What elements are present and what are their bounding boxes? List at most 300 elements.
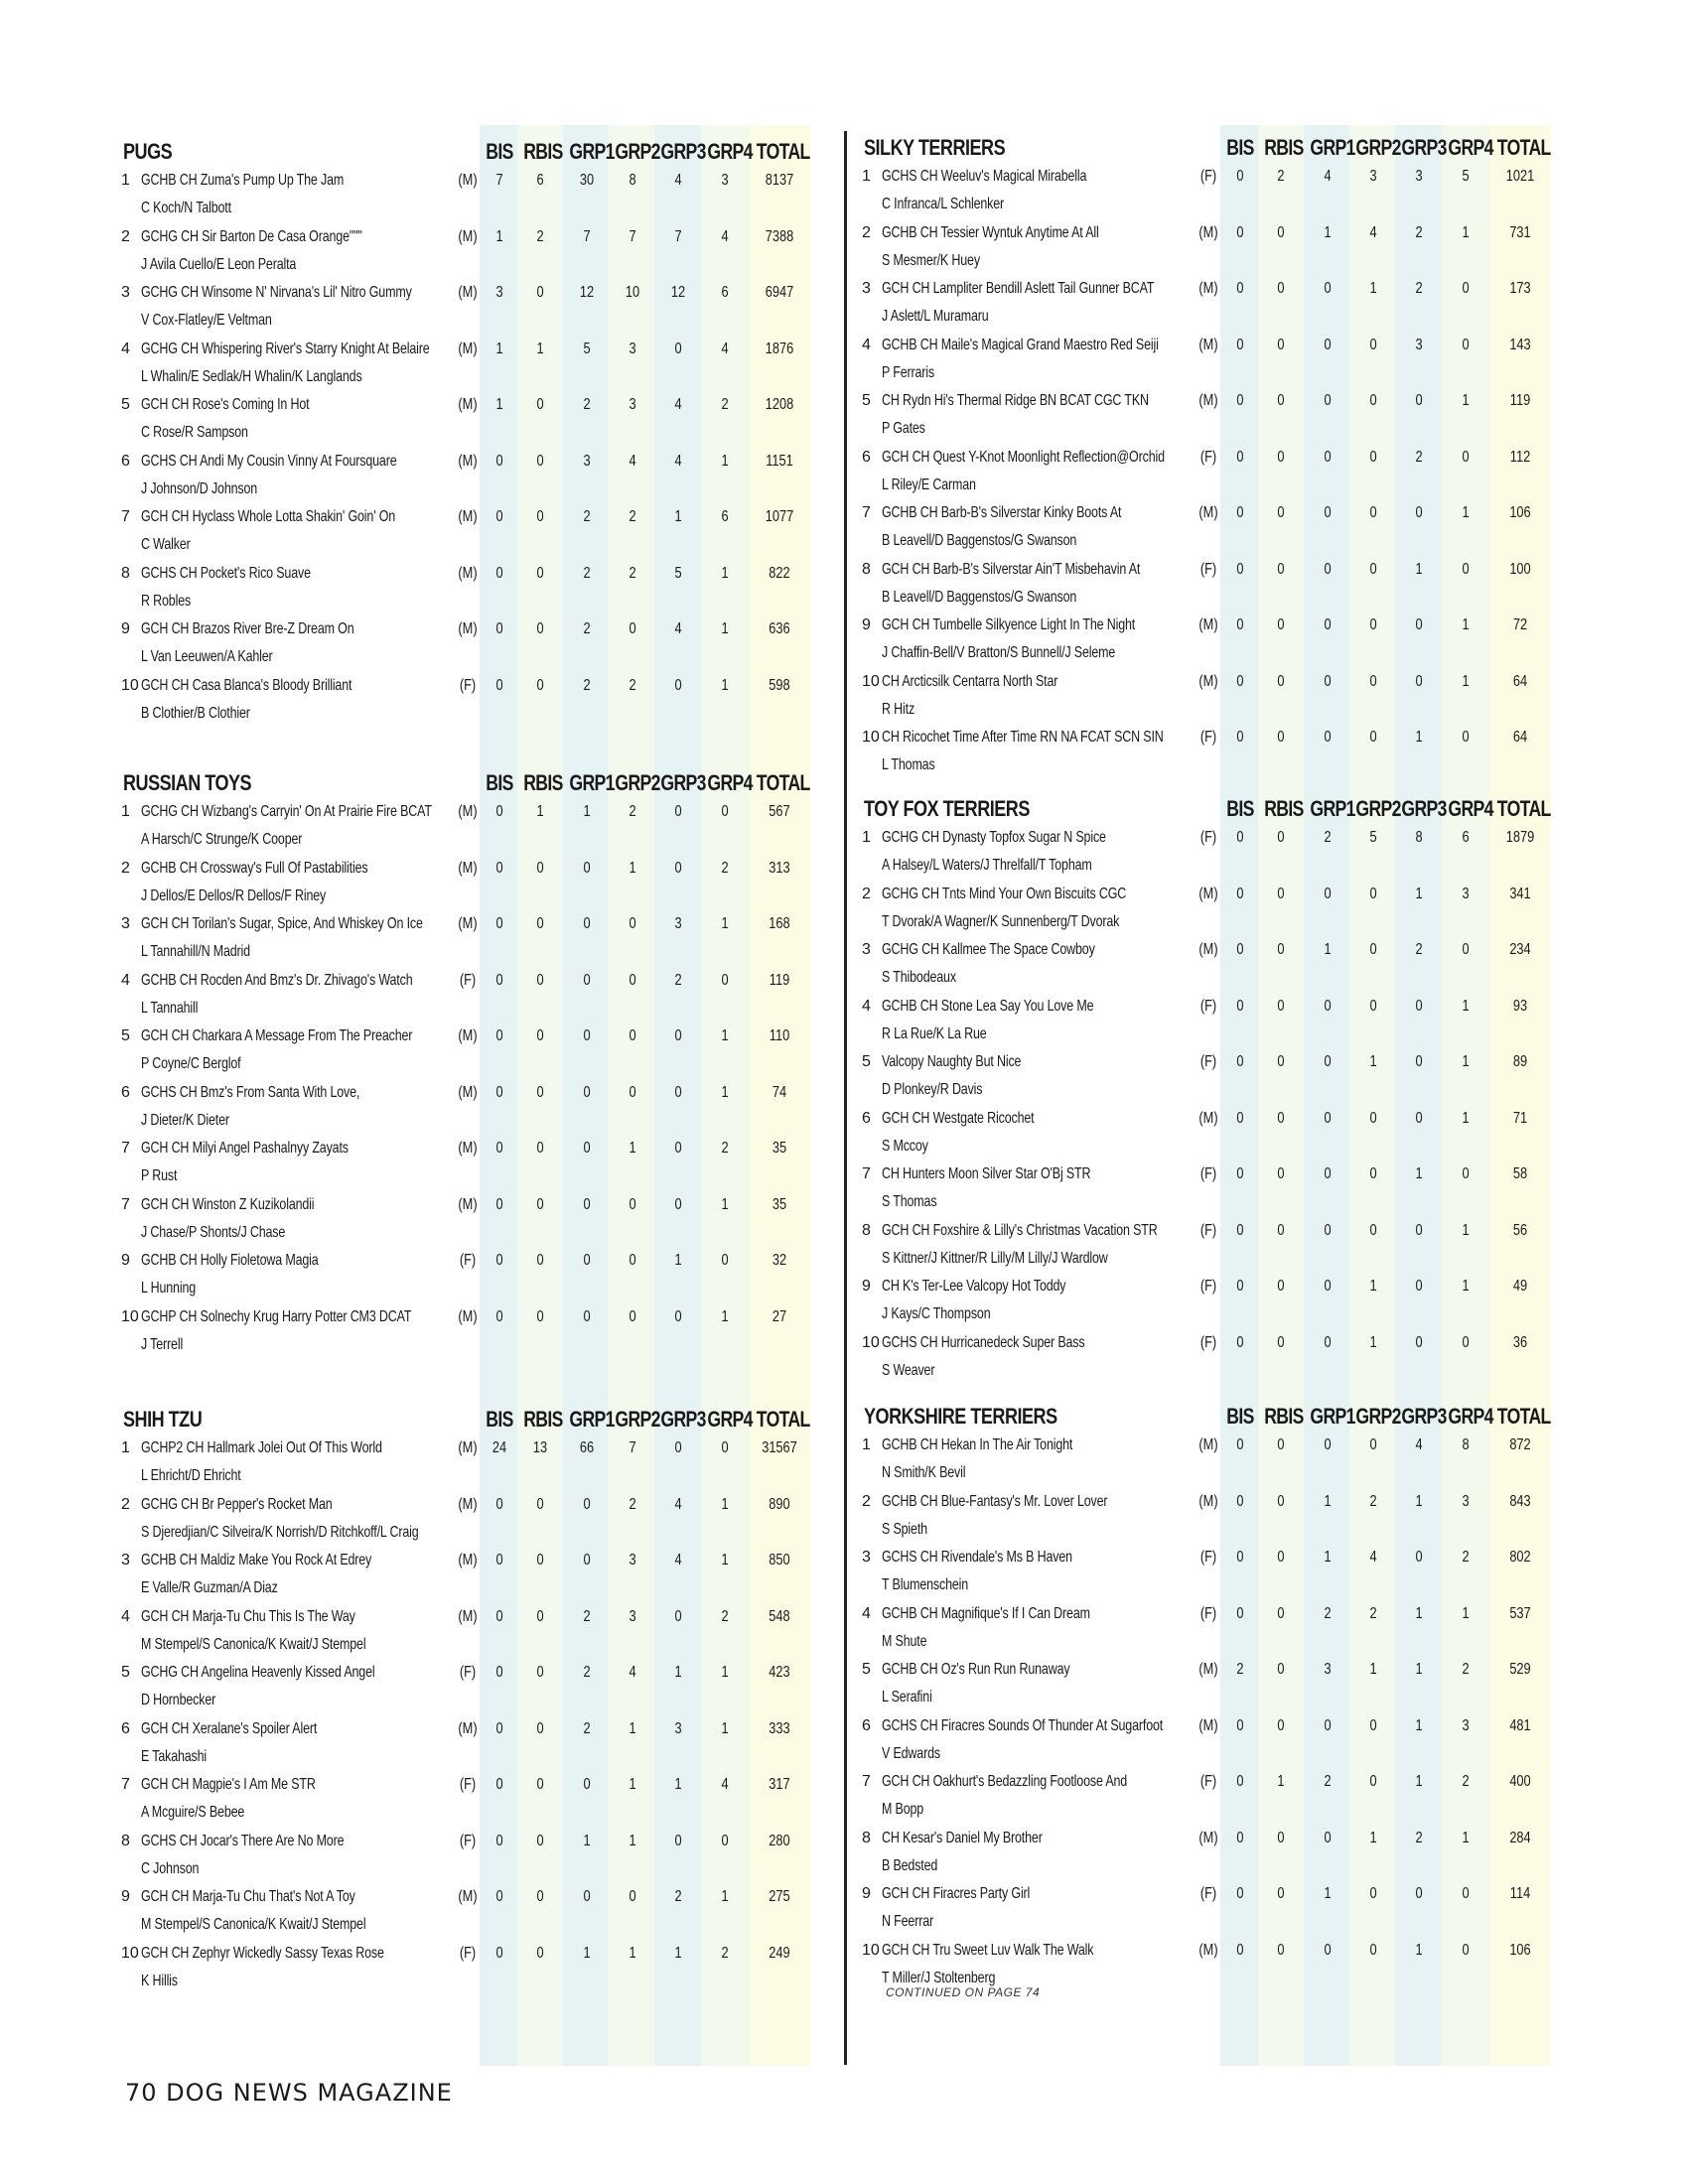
sex: (F)	[1199, 1549, 1217, 1566]
total-points: 93	[1512, 997, 1528, 1015]
table-row	[862, 1827, 1569, 1883]
total-points: 843	[1509, 1492, 1531, 1510]
grp1-count: 0	[583, 1888, 591, 1905]
grp3-count: 0	[674, 1140, 682, 1157]
grp4-count: 2	[1462, 1549, 1470, 1566]
grp1-count: 0	[1324, 1053, 1332, 1070]
rank: 1	[121, 803, 130, 820]
total-points: 106	[1509, 1941, 1531, 1959]
grp1-count: 1	[1324, 941, 1332, 958]
bis-count: 0	[495, 452, 503, 470]
grp4-count: 1	[721, 915, 729, 932]
grp4-count: 2	[721, 396, 729, 413]
grp1-count: 2	[583, 620, 591, 637]
owners: S Weaver	[882, 1361, 935, 1379]
grp1-count: 2	[1324, 1604, 1332, 1622]
bis-count: 0	[1236, 1829, 1244, 1846]
total-points: 341	[1509, 885, 1531, 902]
grp1-count: 0	[1324, 448, 1332, 466]
grp3-count: 0	[674, 676, 682, 694]
grp3-count: 0	[1415, 1221, 1423, 1239]
rank: 7	[862, 1773, 871, 1790]
bis-count: 0	[1236, 829, 1244, 846]
grp2-count: 0	[629, 620, 636, 637]
grp4-count: 0	[721, 1832, 729, 1849]
grp1-count: 5	[583, 340, 591, 357]
rbis-count: 0	[536, 1495, 544, 1513]
grp2-count: 4	[629, 452, 636, 470]
grp2-count: 1	[1369, 1333, 1377, 1351]
bis-count: 0	[495, 1252, 503, 1269]
sex: (F)	[1199, 1278, 1217, 1295]
rbis-count: 0	[536, 1888, 544, 1905]
dog-name: CH Hunters Moon Silver Star O'Bj STR	[882, 1165, 1091, 1182]
table-row	[121, 1830, 828, 1886]
dog-name: GCHG CH Wizbang's Carryin' On At Prairie Fire BCAT	[141, 803, 432, 820]
sex: (M)	[1198, 1109, 1218, 1127]
grp2-count: 0	[1369, 672, 1377, 690]
grp1-count: 12	[579, 284, 595, 301]
grp4-count: 1	[1462, 1221, 1470, 1239]
owners: B Bedsted	[882, 1856, 938, 1874]
dog-name: CH Kesar's Daniel My Brother	[882, 1829, 1043, 1846]
dog-name: GCHG CH Br Pepper's Rocket Man	[141, 1495, 333, 1513]
rank: 5	[862, 1053, 871, 1070]
rbis-count: 0	[1277, 1278, 1285, 1295]
grp4-count: 0	[721, 1252, 729, 1269]
total-points: 822	[769, 564, 790, 582]
owners: B Clothier/B Clothier	[141, 704, 250, 722]
total-points: 481	[1509, 1716, 1531, 1734]
grp2-count: 3	[629, 1552, 636, 1569]
total-points: 275	[769, 1888, 790, 1905]
column-header: GRP4	[1448, 1404, 1493, 1429]
rbis-count: 0	[536, 1307, 544, 1325]
owners: L Riley/E Carman	[882, 476, 976, 493]
rbis-count: 0	[1277, 885, 1285, 902]
table-row	[862, 1658, 1569, 1714]
grp2-count: 0	[629, 1307, 636, 1325]
grp1-count: 2	[1324, 829, 1332, 846]
dog-name: GCH CH Xeralane's Spoiler Alert	[141, 1719, 318, 1737]
bis-count: 0	[1236, 448, 1244, 466]
grp1-count: 0	[583, 1552, 591, 1569]
bis-count: 2	[1236, 1661, 1244, 1678]
rbis-count: 0	[1277, 336, 1285, 353]
bis-count: 1	[495, 227, 503, 245]
sex: (M)	[1198, 1941, 1218, 1959]
column-header: GRP2	[615, 139, 660, 164]
grp2-count: 0	[1369, 1773, 1377, 1790]
column-header: GRP2	[615, 770, 660, 795]
grp2-count: 4	[1369, 223, 1377, 241]
grp4-count: 0	[1462, 1941, 1470, 1959]
sex: (F)	[1199, 1885, 1217, 1902]
table-row	[121, 1493, 828, 1550]
total-points: 110	[769, 1027, 790, 1044]
rbis-count: 2	[1277, 168, 1285, 185]
column-header: GRP1	[1310, 1404, 1355, 1429]
grp4-count: 1	[721, 1083, 729, 1101]
sex: (M)	[1198, 1661, 1218, 1678]
grp4-count: 0	[721, 803, 729, 820]
rbis-count: 0	[1277, 1941, 1285, 1959]
grp4-count: 1	[721, 676, 729, 694]
grp3-count: 0	[1415, 616, 1423, 633]
grp4-count: 3	[721, 172, 729, 189]
grp3-count: 0	[674, 340, 682, 357]
column-header: GRP3	[1401, 135, 1447, 160]
dog-name: GCHS CH Andi My Cousin Vinny At Foursquare	[141, 452, 397, 470]
total-points: 636	[769, 620, 790, 637]
owners: R Hitz	[882, 700, 915, 718]
grp1-count: 2	[583, 676, 591, 694]
grp2-count: 2	[629, 1495, 636, 1513]
rbis-count: 0	[1277, 1053, 1285, 1070]
table-row	[121, 969, 828, 1025]
right-column	[862, 0, 1569, 2070]
grp1-count: 30	[579, 172, 595, 189]
grp1-count: 3	[583, 452, 591, 470]
table-row	[862, 1433, 1569, 1490]
grp2-count: 0	[1369, 392, 1377, 409]
grp1-count: 0	[583, 1027, 591, 1044]
grp2-count: 0	[1369, 560, 1377, 578]
column-header: BIS	[486, 770, 513, 795]
sex: (F)	[1199, 560, 1217, 578]
owners: L Tannahill	[141, 999, 199, 1017]
owners: C Johnson	[141, 1859, 200, 1877]
sex: (F)	[1199, 1773, 1217, 1790]
rbis-count: 1	[536, 803, 544, 820]
dog-name: GCH CH Marja-Tu Chu This Is The Way	[141, 1607, 355, 1625]
dog-name: GCH CH Lampliter Bendill Aslett Tail Gunner BCAT	[882, 280, 1155, 297]
section-header	[121, 766, 828, 800]
column-header: GRP3	[660, 1407, 706, 1432]
grp3-count: 5	[674, 564, 682, 582]
grp2-count: 4	[1369, 1549, 1377, 1566]
grp2-count: 10	[625, 284, 640, 301]
rbis-count: 0	[1277, 1436, 1285, 1453]
column-header: RBIS	[1264, 135, 1304, 160]
owners: L Van Leeuwen/A Kahler	[141, 648, 273, 665]
column-header: RBIS	[523, 139, 563, 164]
grp3-count: 12	[670, 284, 686, 301]
grp3-count: 1	[674, 1664, 682, 1681]
owners: L Ehricht/D Ehricht	[141, 1467, 241, 1484]
total-points: 8137	[765, 172, 794, 189]
table-row	[121, 1436, 828, 1493]
column-header: RBIS	[523, 1407, 563, 1432]
grp3-count: 2	[674, 971, 682, 989]
owners: J Aslett/L Muramaru	[882, 308, 989, 325]
rank: 5	[121, 1027, 130, 1044]
sex: (M)	[458, 1607, 478, 1625]
grp2-count: 2	[629, 508, 636, 525]
grp3-count: 1	[1415, 1716, 1423, 1734]
bis-count: 0	[495, 1027, 503, 1044]
rank: 3	[121, 284, 130, 301]
rbis-count: 0	[1277, 1661, 1285, 1678]
grp4-count: 1	[721, 620, 729, 637]
grp1-count: 2	[583, 1607, 591, 1625]
rbis-count: 0	[536, 676, 544, 694]
total-points: 731	[1509, 223, 1531, 241]
owners: K Hillis	[141, 1972, 178, 1989]
rank: 9	[121, 1252, 130, 1269]
section-title: TOY FOX TERRIERS	[864, 796, 1030, 821]
grp3-count: 0	[1415, 1278, 1423, 1295]
grp3-count: 2	[674, 1888, 682, 1905]
rbis-count: 0	[536, 1552, 544, 1569]
rbis-count: 6	[536, 172, 544, 189]
table-row	[121, 225, 828, 282]
grp4-count: 0	[1462, 560, 1470, 578]
grp1-count: 0	[583, 1776, 591, 1793]
grp3-count: 3	[1415, 336, 1423, 353]
grp1-count: 0	[1324, 280, 1332, 297]
rbis-count: 0	[536, 1776, 544, 1793]
dog-name: GCH CH Westgate Ricochet	[882, 1109, 1035, 1127]
grp3-count: 0	[1415, 1549, 1423, 1566]
column-header: TOTAL	[1496, 796, 1551, 821]
sex: (M)	[458, 1027, 478, 1044]
grp1-count: 0	[583, 1083, 591, 1101]
sex: (M)	[1198, 223, 1218, 241]
grp1-count: 0	[1324, 560, 1332, 578]
rank: 7	[121, 1195, 130, 1213]
grp1-count: 0	[1324, 392, 1332, 409]
rbis-count: 0	[536, 1027, 544, 1044]
rank: 6	[121, 452, 130, 470]
bis-count: 0	[1236, 1716, 1244, 1734]
grp3-count: 1	[1415, 560, 1423, 578]
rbis-count: 1	[536, 340, 544, 357]
rbis-count: 0	[1277, 280, 1285, 297]
total-points: 168	[769, 915, 790, 932]
rbis-count: 1	[1277, 1773, 1285, 1790]
bis-count: 0	[1236, 1165, 1244, 1182]
grp3-count: 0	[1415, 1109, 1423, 1127]
column-header: BIS	[1226, 796, 1254, 821]
sex: (F)	[1199, 1604, 1217, 1622]
rank: 7	[121, 508, 130, 525]
rbis-count: 0	[1277, 1549, 1285, 1566]
rbis-count: 0	[536, 1083, 544, 1101]
grp2-count: 3	[1369, 168, 1377, 185]
rank: 5	[862, 392, 871, 409]
table-row	[862, 1219, 1569, 1276]
dog-name: GCHB CH Crossway's Full Of Pastabilities	[141, 859, 368, 877]
sex: (M)	[458, 284, 478, 301]
total-points: 71	[1512, 1109, 1528, 1127]
grp3-count: 1	[674, 508, 682, 525]
sex: (F)	[459, 971, 477, 989]
dog-name: GCHB CH Oz's Run Run Runaway	[882, 1661, 1070, 1678]
total-points: 529	[1509, 1661, 1531, 1678]
sex: (M)	[1198, 1436, 1218, 1453]
bis-count: 0	[495, 915, 503, 932]
column-header: BIS	[1226, 135, 1254, 160]
grp4-count: 6	[1462, 829, 1470, 846]
grp2-count: 0	[1369, 616, 1377, 633]
grp3-count: 1	[1415, 1773, 1423, 1790]
table-row	[121, 1305, 828, 1362]
grp4-count: 0	[1462, 1885, 1470, 1902]
total-points: 234	[1509, 941, 1531, 958]
rank: 4	[862, 336, 871, 353]
grp3-count: 1	[1415, 1661, 1423, 1678]
grp3-count: 0	[674, 1832, 682, 1849]
grp2-count: 0	[1369, 941, 1377, 958]
rbis-count: 0	[536, 859, 544, 877]
rbis-count: 0	[1277, 223, 1285, 241]
sex: (M)	[458, 452, 478, 470]
grp4-count: 2	[1462, 1773, 1470, 1790]
column-header: RBIS	[523, 770, 563, 795]
rank: 2	[121, 1495, 130, 1513]
grp3-count: 0	[1415, 997, 1423, 1015]
table-row	[862, 1490, 1569, 1547]
grp4-count: 2	[721, 1944, 729, 1962]
bis-count: 3	[495, 284, 503, 301]
grp3-count: 3	[674, 915, 682, 932]
grp3-count: 1	[1415, 1165, 1423, 1182]
total-points: 1879	[1505, 829, 1535, 846]
grp4-count: 1	[721, 1664, 729, 1681]
grp2-count: 2	[629, 564, 636, 582]
owners: S Mesmer/K Huey	[882, 251, 980, 269]
dog-name: GCH CH Quest Y-Knot Moonlight Reflection@Orchid	[882, 448, 1165, 466]
total-points: 890	[769, 1495, 790, 1513]
sex: (M)	[1198, 1716, 1218, 1734]
owners: P Gates	[882, 420, 925, 437]
rank: 1	[121, 172, 130, 189]
bis-count: 0	[1236, 1549, 1244, 1566]
sex: (F)	[1199, 729, 1217, 746]
total-points: 1021	[1505, 168, 1535, 185]
total-points: 280	[769, 1832, 790, 1849]
rbis-count: 0	[1277, 1492, 1285, 1510]
grp1-count: 2	[583, 564, 591, 582]
table-row	[862, 558, 1569, 614]
section-title: SHIH TZU	[123, 1407, 203, 1432]
rbis-count: 0	[1277, 729, 1285, 746]
column-header: GRP2	[1355, 796, 1401, 821]
rank: 4	[121, 340, 130, 357]
bis-count: 0	[1236, 1604, 1244, 1622]
grp2-count: 1	[1369, 1278, 1377, 1295]
dog-name: GCHB CH Magnifique's If I Can Dream	[882, 1604, 1090, 1622]
grp2-count: 1	[629, 1832, 636, 1849]
bis-count: 0	[1236, 392, 1244, 409]
table-row	[121, 617, 828, 674]
dog-name: GCHS CH Hurricanedeck Super Bass	[882, 1333, 1085, 1351]
total-points: 64	[1512, 729, 1528, 746]
sex: (F)	[459, 1944, 477, 1962]
table-row	[862, 1107, 1569, 1163]
rank: 7	[121, 1140, 130, 1157]
grp1-count: 0	[1324, 616, 1332, 633]
owners: D Hornbecker	[141, 1692, 216, 1708]
bis-count: 0	[1236, 885, 1244, 902]
sex: (F)	[459, 1252, 477, 1269]
total-points: 119	[769, 971, 790, 989]
section-title: PUGS	[123, 139, 173, 164]
grp3-count: 4	[674, 172, 682, 189]
grp3-count: 1	[1415, 1492, 1423, 1510]
grp2-count: 0	[629, 915, 636, 932]
rbis-count: 0	[536, 1252, 544, 1269]
owners: J Chaffin-Bell/V Bratton/S Bunnell/J Seleme	[882, 644, 1116, 661]
sex: (M)	[1198, 672, 1218, 690]
owners: C Infranca/L Schlenker	[882, 196, 1005, 212]
dog-name: GCH CH Hyclass Whole Lotta Shakin' Goin' On	[141, 508, 396, 525]
grp4-count: 0	[1462, 336, 1470, 353]
bis-count: 0	[495, 676, 503, 694]
grp3-count: 0	[1415, 1333, 1423, 1351]
grp3-count: 1	[674, 1252, 682, 1269]
grp4-count: 0	[721, 1439, 729, 1456]
bis-count: 0	[495, 1664, 503, 1681]
grp2-count: 0	[629, 1195, 636, 1213]
dog-name: GCH CH Magpie's I Am Me STR	[141, 1776, 316, 1793]
grp2-count: 8	[629, 172, 636, 189]
owners: T Dvorak/A Wagner/K Sunnenberg/T Dvorak	[882, 912, 1120, 930]
rank: 6	[862, 1716, 871, 1734]
rbis-count: 0	[536, 1944, 544, 1962]
rbis-count: 0	[536, 564, 544, 582]
column-header: GRP1	[569, 139, 615, 164]
column-header: GRP2	[615, 1407, 660, 1432]
column-header: GRP1	[1310, 135, 1355, 160]
grp1-count: 0	[583, 971, 591, 989]
bis-count: 0	[1236, 1053, 1244, 1070]
grp1-count: 2	[583, 396, 591, 413]
grp1-count: 0	[1324, 1436, 1332, 1453]
bis-count: 0	[495, 1552, 503, 1569]
table-row	[121, 1885, 828, 1942]
column-header: GRP4	[707, 139, 753, 164]
dog-name: GCH CH Winston Z Kuzikolandii	[141, 1195, 315, 1213]
table-row	[121, 1773, 828, 1830]
grp1-count: 0	[1324, 1829, 1332, 1846]
dog-name: GCHG CH Dynasty Topfox Sugar N Spice	[882, 829, 1106, 846]
sex: (F)	[1199, 1333, 1217, 1351]
bis-count: 0	[495, 1195, 503, 1213]
owners: S Kittner/J Kittner/R Lilly/M Lilly/J Wardlow	[882, 1249, 1108, 1267]
grp2-count: 0	[629, 1888, 636, 1905]
grp1-count: 2	[583, 508, 591, 525]
sex: (F)	[459, 1776, 477, 1793]
table-row	[862, 826, 1569, 883]
bis-count: 0	[495, 1776, 503, 1793]
rank: 10	[862, 729, 880, 746]
rank: 5	[121, 396, 130, 413]
breed-section	[862, 792, 1569, 1387]
owners: M Bopp	[882, 1801, 924, 1818]
rank: 9	[862, 1278, 871, 1295]
owners: E Takahashi	[141, 1747, 208, 1765]
grp1-count: 0	[1324, 997, 1332, 1015]
rank: 1	[121, 1439, 130, 1456]
total-points: 58	[1512, 1165, 1528, 1182]
rank: 6	[121, 1083, 130, 1101]
bis-count: 0	[1236, 560, 1244, 578]
total-points: 32	[772, 1252, 787, 1269]
grp2-count: 2	[629, 676, 636, 694]
grp4-count: 1	[721, 1552, 729, 1569]
